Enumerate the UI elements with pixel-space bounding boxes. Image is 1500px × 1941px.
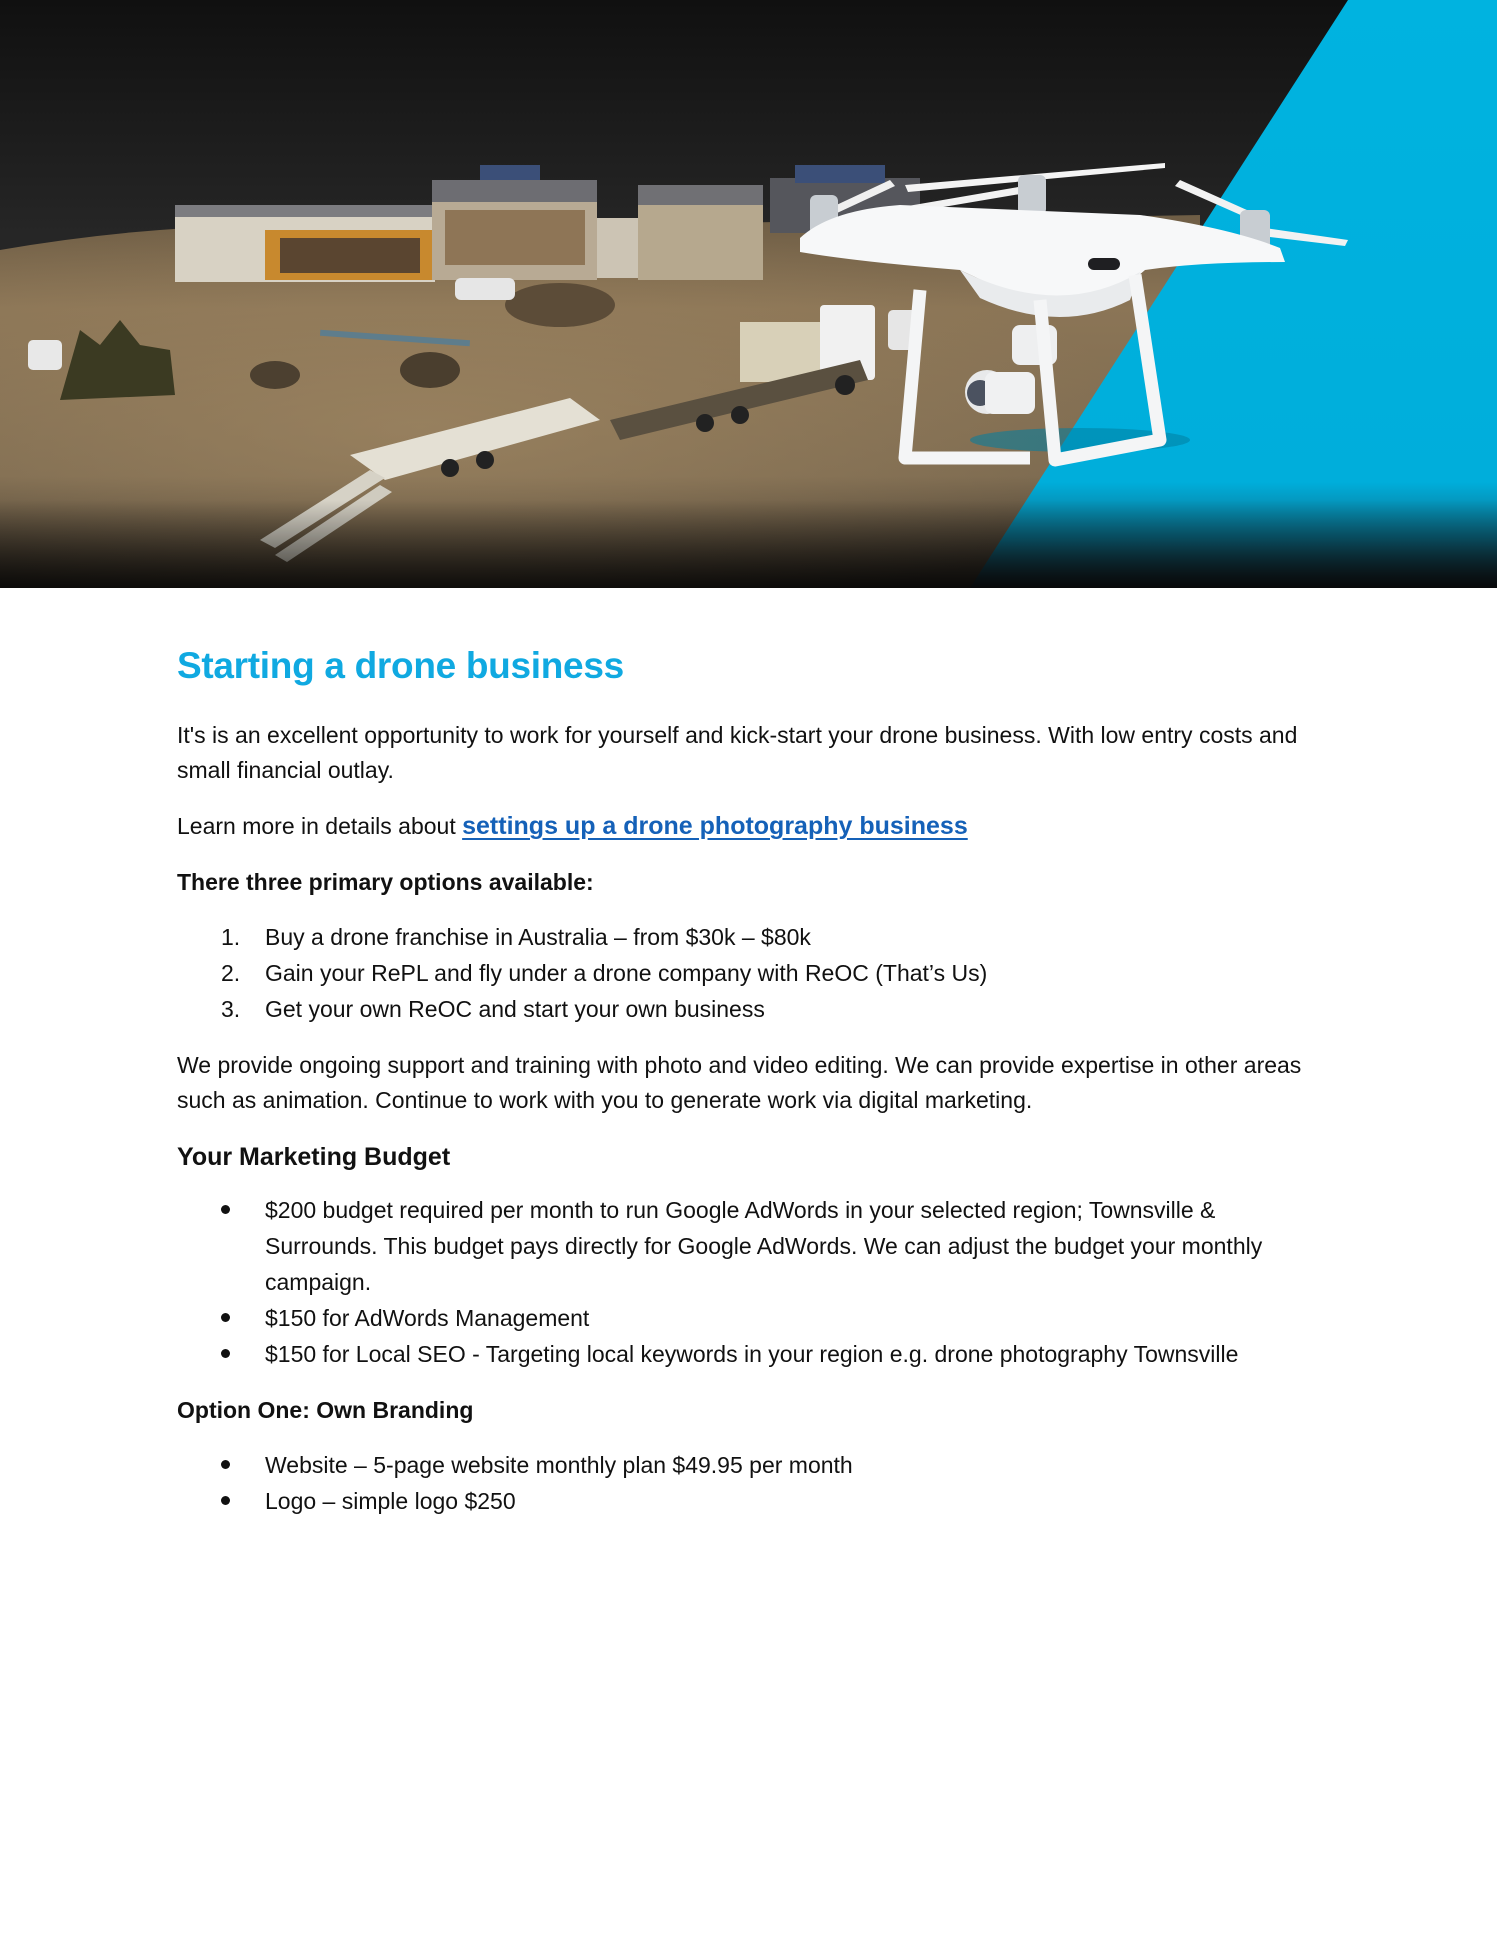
list-number: 1.	[221, 924, 241, 950]
list-item-text: Logo – simple logo $250	[265, 1488, 516, 1514]
list-item-text: Buy a drone franchise in Australia – from $30k – $80k	[265, 924, 811, 950]
support-paragraph: We provide ongoing support and training with photo and video editing. We can provide expertise in other areas such as animation. Continue to work with you to generate work via digital marketing.	[177, 1052, 1302, 1113]
marketing-budget-list	[177, 1192, 1327, 1372]
option-one-list	[177, 1447, 1327, 1519]
document-body	[177, 640, 1327, 1540]
learn-more-paragraph	[177, 809, 1327, 844]
list-item-text: $150 for AdWords Management	[265, 1305, 590, 1331]
marketing-budget-heading: Your Marketing Budget	[177, 1143, 451, 1171]
list-item	[177, 919, 1327, 955]
options-list	[177, 919, 1327, 1027]
bullet-icon	[221, 1205, 230, 1214]
list-item-text: $200 budget required per month to run Google AdWords in your selected region; Townsville & Surrounds. This budget pays directly for Google AdWords. We can adjust the budget your monthly campaign.	[265, 1197, 1263, 1295]
list-number: 2.	[221, 960, 241, 986]
list-item	[177, 955, 1327, 991]
options-label: There three primary options available:	[177, 869, 594, 895]
drone-photography-business-link[interactable]: settings up a drone photography business	[462, 812, 968, 840]
list-number: 3.	[221, 996, 241, 1022]
intro-paragraph: It's is an excellent opportunity to work for yourself and kick-start your drone business. With low entry costs and small financial outlay.	[177, 722, 1298, 783]
list-item-text: Website – 5-page website monthly plan $49.95 per month	[265, 1452, 853, 1478]
list-item	[177, 1192, 1327, 1300]
list-item-text: Gain your RePL and fly under a drone company with ReOC (That’s Us)	[265, 960, 988, 986]
list-item	[177, 1447, 1327, 1483]
bullet-icon	[221, 1349, 230, 1358]
bullet-icon	[221, 1313, 230, 1322]
list-item-text: Get your own ReOC and start your own business	[265, 996, 765, 1022]
learn-more-prefix: Learn more in details about	[177, 813, 463, 839]
list-item	[177, 991, 1327, 1027]
bullet-icon	[221, 1496, 230, 1505]
list-item	[177, 1300, 1327, 1336]
drone-over-construction-site-illustration	[0, 0, 1497, 588]
page-title: Starting a drone business	[177, 645, 624, 686]
list-item-text: $150 for Local SEO - Targeting local keywords in your region e.g. drone photography Townsville	[265, 1341, 1239, 1367]
option-one-heading: Option One: Own Branding	[177, 1397, 474, 1423]
hero-banner-image	[0, 0, 1497, 588]
list-item	[177, 1336, 1327, 1372]
list-item	[177, 1483, 1327, 1519]
bullet-icon	[221, 1460, 230, 1469]
